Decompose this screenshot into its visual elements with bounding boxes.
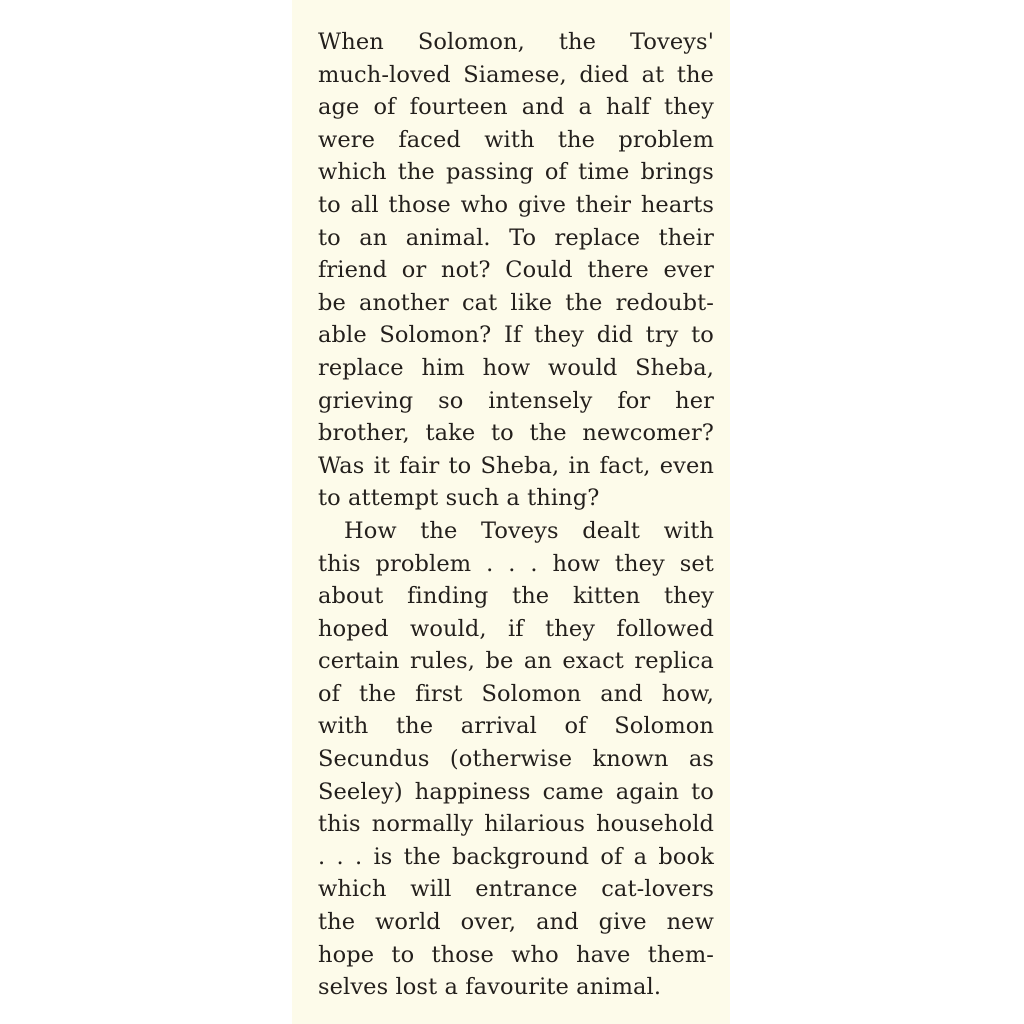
paragraph-1-line: were faced with the problem <box>318 126 714 153</box>
paragraph-2-line: certain rules, be an exact replica <box>318 648 714 675</box>
paragraph-1-line: which the passing of time brings <box>318 159 714 186</box>
paragraph-2-line: hoped would, if they followed <box>318 615 714 642</box>
paragraph-2-line: this normally hilarious household <box>318 811 714 838</box>
paragraph-1-line: to an animal. To replace their <box>318 224 714 251</box>
paragraph-2-line: about finding the kitten they <box>318 583 714 610</box>
paragraph-2-line: this problem . . . how they set <box>318 550 714 577</box>
paragraph-1-line: brother, take to the newcomer? <box>318 420 714 447</box>
paragraph-1-line: to all those who give their hearts <box>318 191 714 218</box>
paragraph-1-line: Was it fair to Sheba, in fact, even <box>318 452 714 479</box>
paragraph-2-line: which will entrance cat-lovers <box>318 876 714 903</box>
paragraph-1-line: grieving so intensely for her <box>318 387 714 414</box>
paragraph-1-line: to attempt such a thing? <box>318 485 600 512</box>
paragraph-2-line: hope to those who have them- <box>318 941 714 968</box>
paragraph-1-line: much-loved Siamese, died at the <box>318 61 714 88</box>
paragraph-1-line: replace him how would Sheba, <box>318 354 714 381</box>
blurb-text <box>318 26 714 1004</box>
paragraph-2-line: Seeley) happiness came again to <box>318 778 714 805</box>
paragraph-1-line: When Solomon, the Toveys' <box>318 29 714 55</box>
paragraph-2-line: Secundus (otherwise known as <box>318 746 714 773</box>
paragraph-1-line: be another cat like the redoubt- <box>318 289 714 316</box>
paragraph-1-line: age of fourteen and a half they <box>318 94 714 121</box>
paragraph-1-line: able Solomon? If they did try to <box>318 322 714 349</box>
paragraph-2-line: selves lost a favourite animal. <box>318 974 662 1001</box>
paragraph-2-line: How the Toveys dealt with <box>344 517 714 544</box>
paragraph-2-line: the world over, and give new <box>318 909 714 936</box>
book-jacket-flap <box>292 0 730 1024</box>
paragraph-1-line: friend or not? Could there ever <box>318 257 714 284</box>
paragraph-2-line: . . . is the background of a book <box>318 843 714 870</box>
paragraph-2-line: with the arrival of Solomon <box>318 713 714 740</box>
page-edge <box>292 1010 730 1024</box>
paragraph-2-line: of the first Solomon and how, <box>318 680 714 707</box>
